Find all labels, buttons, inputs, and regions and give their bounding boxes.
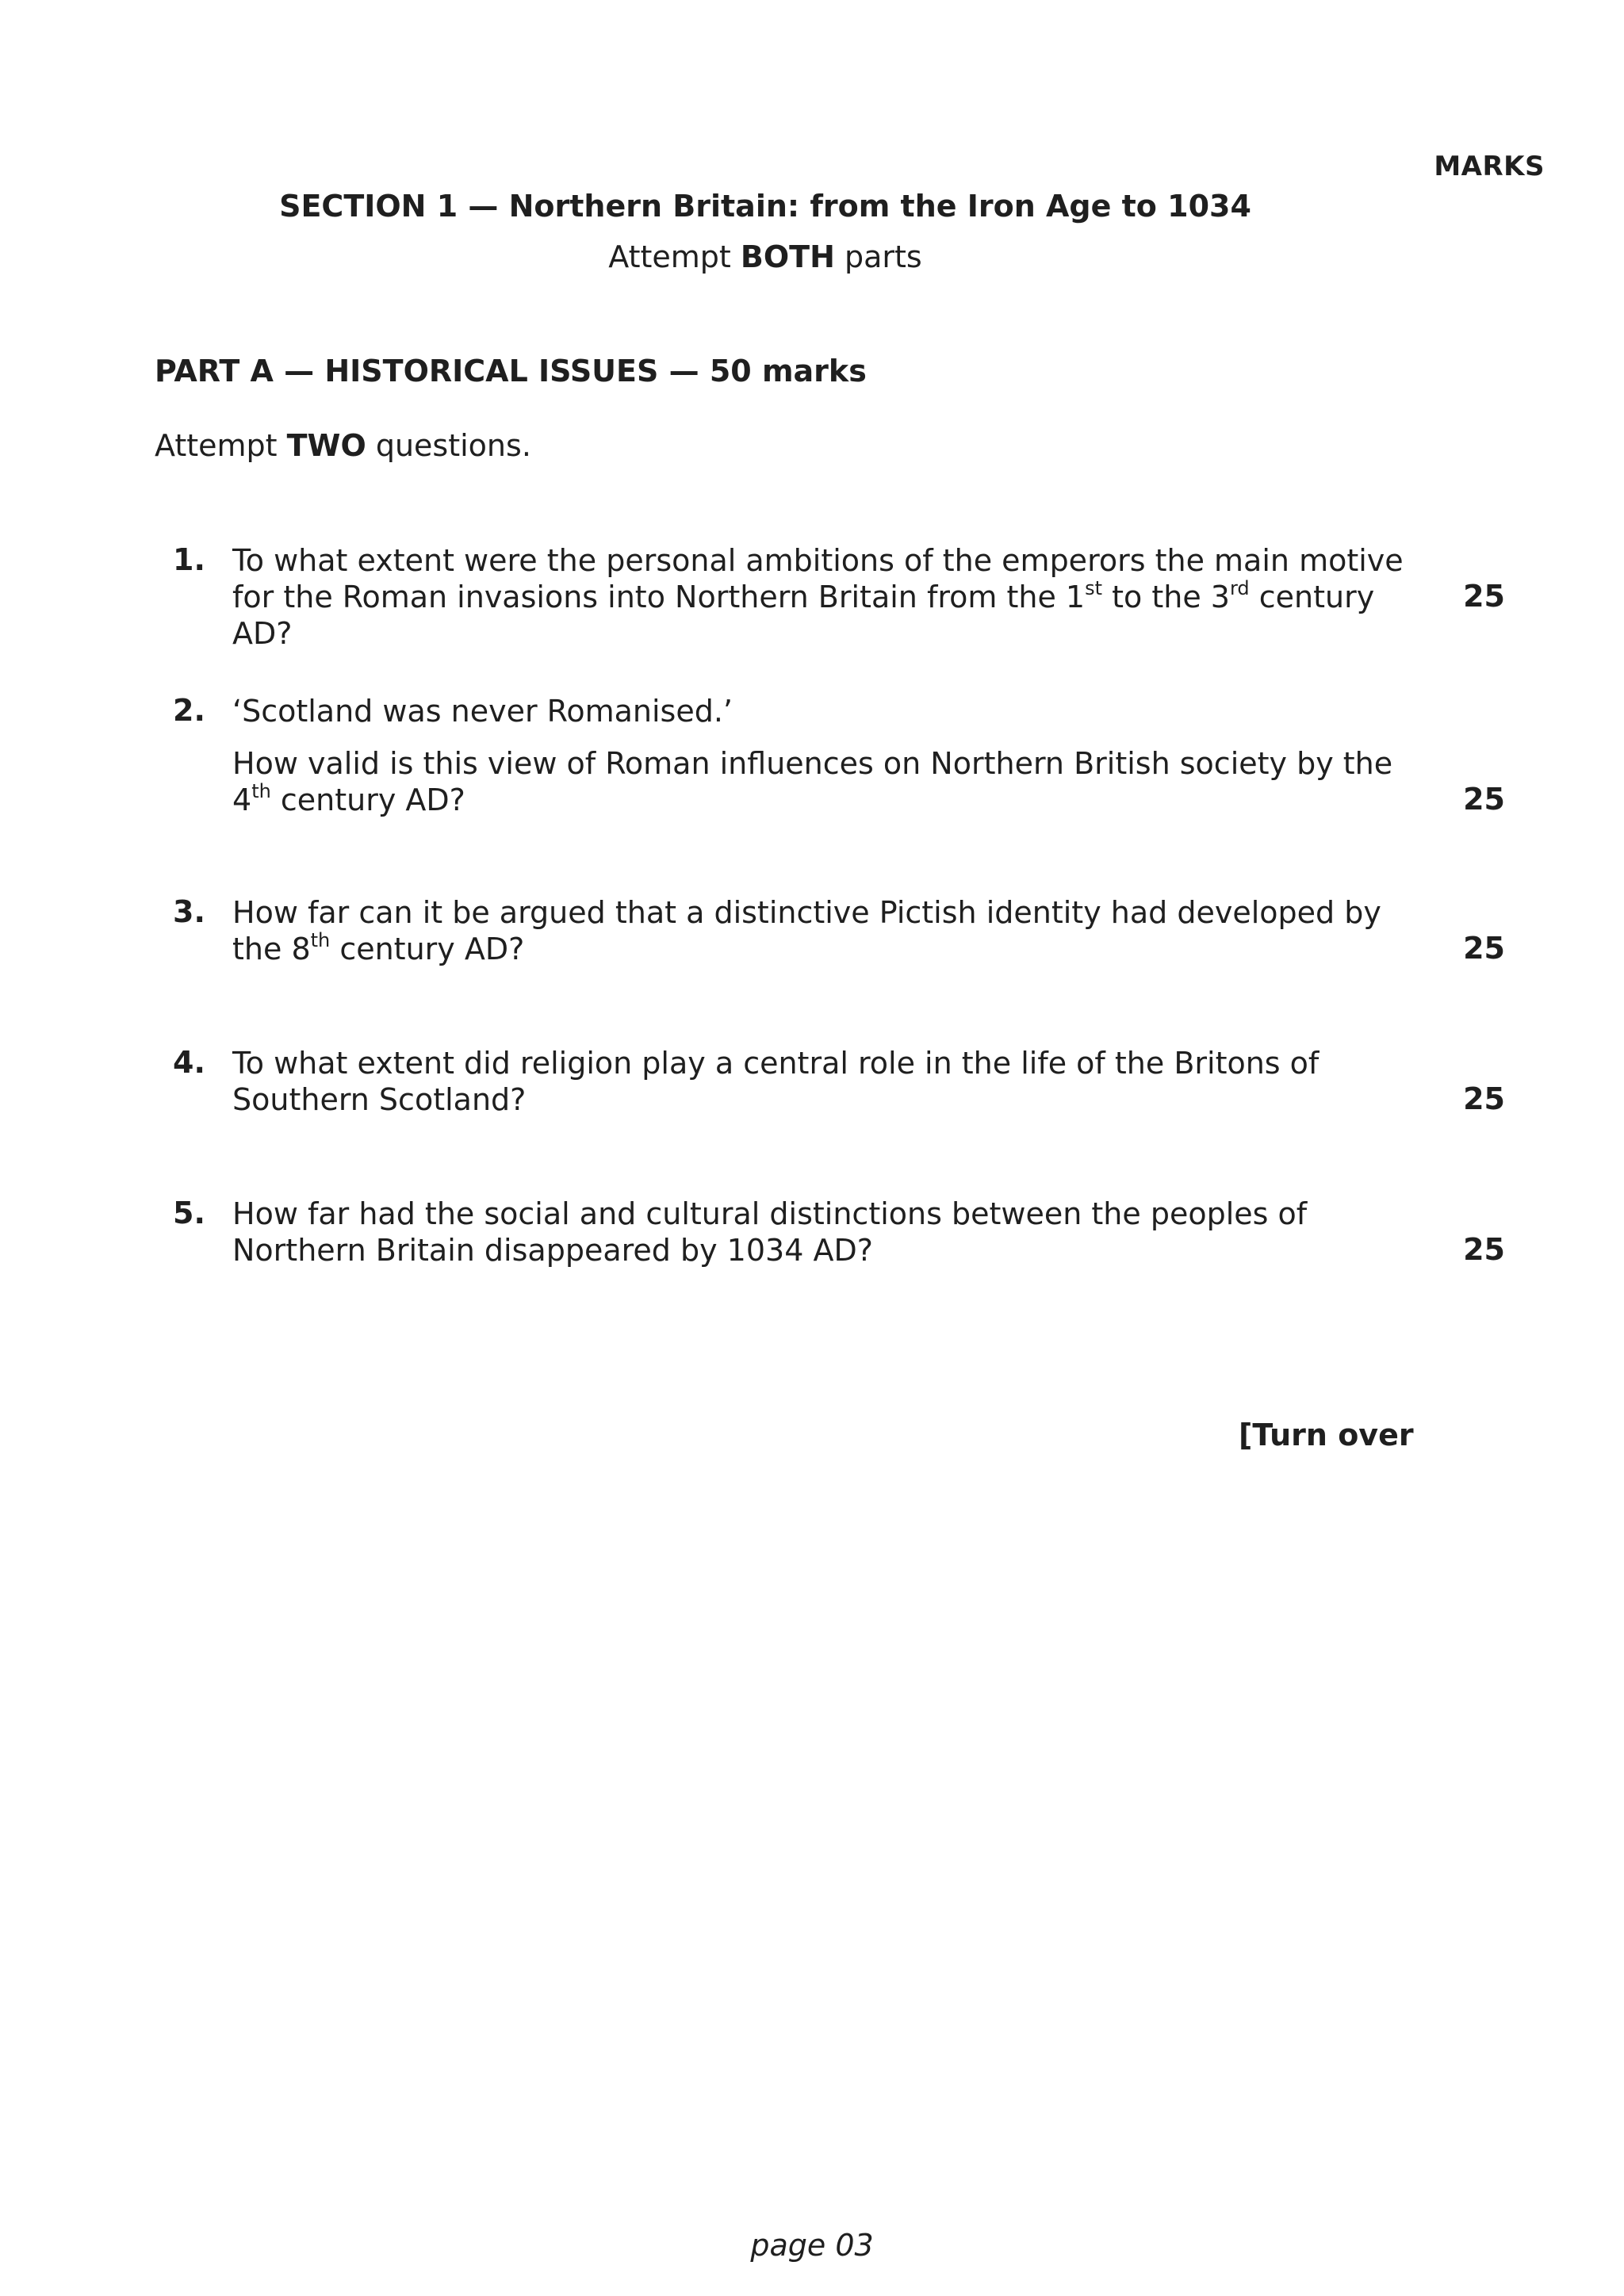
question-text: How far can it be argued that a distinctive Pictish identity had developed by the 8th century AD?: [232, 895, 1381, 966]
attempt-two-instruction: Attempt TWO questions.: [155, 428, 531, 463]
turn-over-note: [Turn over: [1239, 1418, 1414, 1452]
attempt-both-instruction: Attempt BOTH parts: [608, 239, 922, 274]
question-number: 2.: [173, 693, 205, 728]
question-text: To what extent did religion play a central role in the life of the Britons of Southern Scotland?: [232, 1046, 1320, 1117]
question-text: ‘Scotland was never Romanised.’ How valid is this view of Roman influences on Northern British society by the 4th century AD?: [232, 693, 1438, 818]
page-number: page 03: [750, 2228, 874, 2263]
question-marks: 25: [1463, 579, 1505, 614]
question-quote: ‘Scotland was never Romanised.’: [232, 694, 733, 729]
question-marks: 25: [1463, 782, 1505, 817]
marks-column-header: MARKS: [1434, 151, 1545, 182]
question-marks: 25: [1463, 1232, 1505, 1267]
question-marks: 25: [1463, 1081, 1505, 1116]
section-title: SECTION 1 — Northern Britain: from the Iron Age to 1034: [279, 189, 1251, 224]
question-text: How far had the social and cultural distinctions between the peoples of Northern Britain disappeared by 1034 AD?: [232, 1196, 1308, 1268]
part-title: PART A — HISTORICAL ISSUES — 50 marks: [155, 354, 867, 388]
question-text: To what extent were the personal ambitions of the emperors the main motive for the Roman invasions into Northern Britain from the 1st to the 3rd century AD?: [232, 543, 1404, 651]
question-number: 4.: [173, 1045, 205, 1080]
question-marks: 25: [1463, 931, 1505, 966]
question-number: 1.: [173, 542, 205, 577]
question-number: 3.: [173, 894, 205, 929]
question-number: 5.: [173, 1196, 205, 1230]
